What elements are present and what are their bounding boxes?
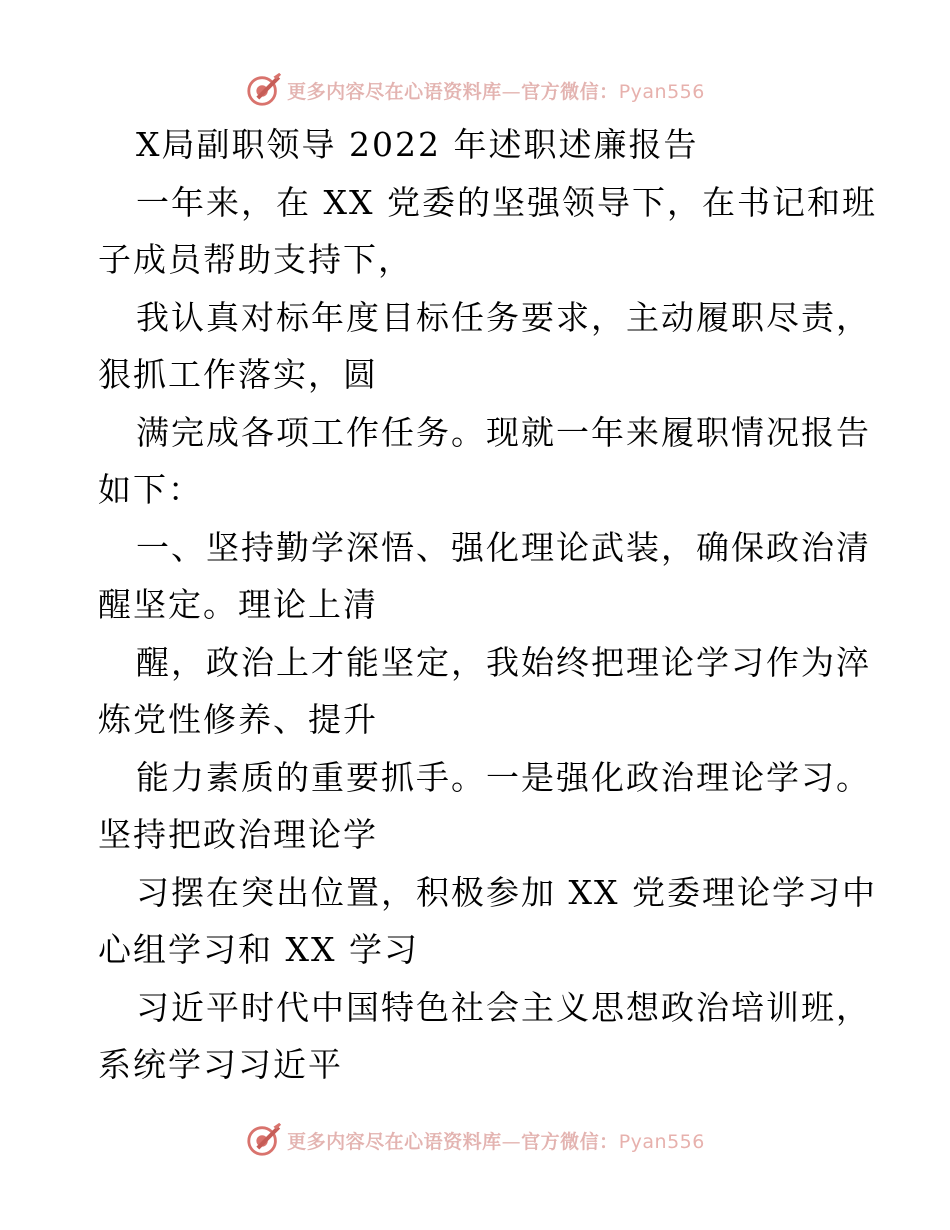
text-line: 满完成各项工作任务。现就一年来履职情况报告 (136, 412, 871, 452)
watermark-handle: Pyan556 (618, 1130, 705, 1153)
text-line: 一年来，在 XX 党委的坚强领导下，在书记和班 (136, 182, 877, 222)
watermark-brand: 更多内容尽在心语资料库 (287, 80, 502, 103)
watermark-wechat-label: 官方微信： (521, 1130, 619, 1153)
text-line: 心组学习和 XX 学习 (98, 930, 419, 969)
pen-circle-logo-icon (245, 1121, 283, 1159)
watermark-dash: — (501, 80, 522, 103)
text-line: 如下： (98, 470, 203, 509)
text-line: 子成员帮助支持下， (98, 240, 413, 279)
watermark-wechat-label: 官方微信： (521, 80, 619, 103)
text-line: 习近平时代中国特色社会主义思想政治培训班， (136, 987, 871, 1027)
header-watermark (0, 70, 950, 110)
text-line: 我认真对标年度目标任务要求，主动履职尽责， (136, 297, 871, 337)
text-line: 醒坚定。理论上清 (98, 585, 378, 624)
text-line: 习摆在突出位置，积极参加 XX 党委理论学习中 (136, 872, 877, 912)
watermark-brand: 更多内容尽在心语资料库 (287, 1130, 502, 1153)
text-line: 系统学习习近平 (98, 1045, 343, 1084)
watermark-dash: — (501, 1130, 522, 1153)
pen-circle-logo-icon (245, 71, 283, 109)
text-line: 能力素质的重要抓手。一是强化政治理论学习。 (136, 757, 871, 797)
watermark-handle: Pyan556 (618, 80, 705, 103)
text-line: 坚持把政治理论学 (98, 815, 378, 854)
text-line: 醒，政治上才能坚定，我始终把理论学习作为淬 (136, 642, 871, 682)
document-title: X局副职领导 2022 年述职述廉报告 (136, 125, 699, 164)
text-line: 炼党性修养、提升 (98, 700, 378, 739)
text-line: 一、坚持勤学深悟、强化理论武装，确保政治清 (136, 527, 871, 567)
text-line: 狠抓工作落实，圆 (98, 355, 378, 394)
document-body (98, 116, 877, 1094)
footer-watermark (0, 1120, 950, 1160)
